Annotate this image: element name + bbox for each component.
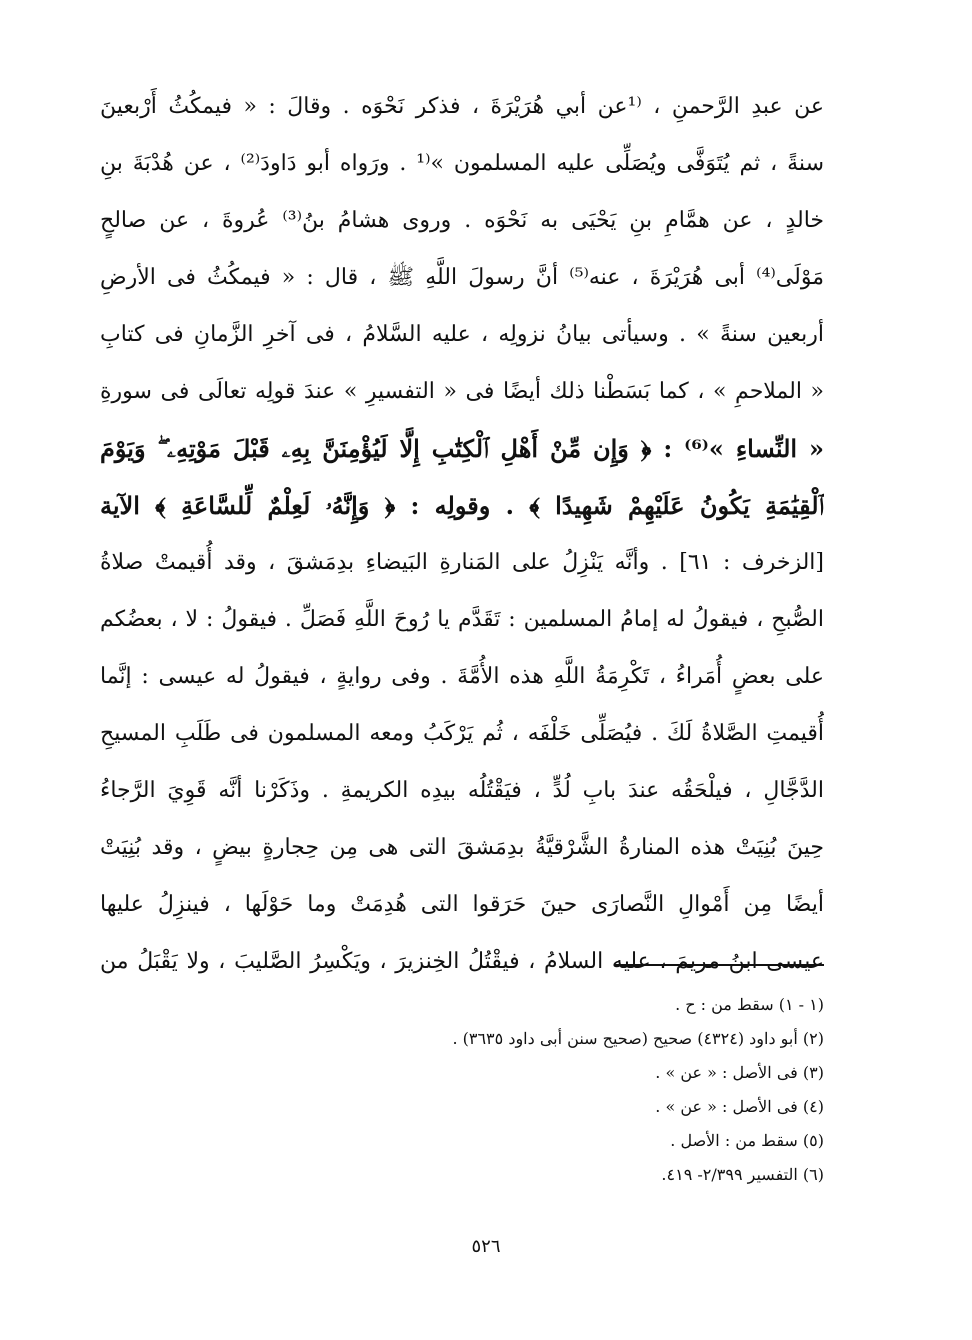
footnote: (١ - ١) سقط من : ح . [675, 995, 824, 1014]
text-line: عن عبدِ الرَّحمنِ ، ⁽¹عن أبي هُرَيْرَةَ ، فذكر نَحْوَه . وقالَ : « فيمكُثُ أَرْبعينَ [100, 94, 824, 119]
text-line: على بعضٍ أُمَراءُ ، تَكْرِمَةُ اللَّهِ هذه الأُمَّةَ . وفى روايةٍ ، فيقولُ له عيسى : إنَّما [100, 664, 824, 689]
footnote: (٥) سقط من : الأصل . [670, 1131, 824, 1150]
text-line-quran: ٱلْقِيَٰمَةِ يَكُونُ عَلَيْهِمْ شَهِيدًا ﴾ . وقولِه : ﴿ وَإِنَّهُۥ لَعِلْمٌ لِّلسَّاعَةِ ﴾ الآية [100, 491, 824, 520]
text-line: سنةً ، ثم يُتَوَفَّى ويُصَلِّى عليه المسلمون »⁽¹ . ورَواه أبو دَاودَ⁽²⁾ ، عن هُدْبَةَ بنِ [100, 151, 824, 176]
text-line: « الملاحمِ » ، كما بَسَطْنا ذلك أيضًا فى « التفسيرِ » عندَ قولِه تعالَى فى سورةِ [100, 379, 824, 404]
text-line: [الزخرف : ٦١] . وأنَّه يَنْزِلُ على المَنارةِ البَيضاءِ بدِمَشقَ ، وقد أُقيمتْ صلاةُ [100, 550, 824, 575]
text-line: الصُّبحِ ، فيقولُ له إمامُ المسلمين : تَقَدَّم يا رُوحَ اللَّهِ فَصَلِّ . فيقولُ : لا ، بعضُكم [100, 607, 824, 632]
footnotes [100, 988, 824, 1192]
text-line-quran: « النِّساءِ »⁽⁶⁾ : ﴿ وَإِن مِّنْ أَهْلِ ٱلْكِتَٰبِ إِلَّا لَيُؤْمِنَنَّ بِهِۦ قَبْلَ مَوْتِهِۦ ۖ وَيَوْمَ [100, 434, 824, 463]
main-text [100, 78, 824, 990]
footnote: (٤) فى الأصل : « عن » . [655, 1097, 824, 1116]
footnote: (٢) أبو داود (٤٣٢٤) صحيح (صحيح سنن أبى داود ٣٦٣٥) . [452, 1029, 824, 1048]
text-line: عيسى ابنُ مريمَ ، عليه السلامُ ، فيقْتُلُ الخِنزيرَ ، ويَكْسِرُ الصَّليبَ ، ولا يَقْبَلُ من [100, 949, 824, 974]
text-line: الدَّجَّالِ ، فيلْحَقُه عندَ بابِ لُدٍّ ، فيَقْتُلُه بيدِه الكريمةِ . وذَكَرْنا أنَّه قَوِيَ الرَّجاءُ [100, 778, 824, 803]
footnote-divider [614, 964, 824, 966]
text-line: أيضًا مِن أَمْوالِ النَّصارَى حينَ حَرَقوا التى هُدِمَتْ وما حَوْلَها ، فينزِلُ عليها [100, 892, 824, 917]
page-number: ٥٢٦ [471, 1236, 501, 1257]
text-line: أربعين سنةً » . وسيأتى بيانُ نزولِه ، عليه السَّلامُ ، فى آخرِ الزَّمانِ فى كتابِ [100, 322, 824, 347]
text-line: مَوْلَى⁽⁴⁾ أبى هُرَيْرَةَ ، عنه⁽⁵⁾ أنَّ رسولَ اللَّهِ ﷺ ، قال : « فيمكُثُ فى الأرضِ [100, 265, 824, 290]
text-line: أُقيمتِ الصَّلاةُ لَكَ . فيُصَلِّى خَلْفَه ، ثُم يَرْكَبُ ومعه المسلمون فى طَلَبِ المسيحِ [100, 721, 824, 746]
footnote: (٦) التفسير ٢/٣٩٩- ٤١٩. [661, 1165, 824, 1184]
text-line: حِينَ بُنِيَتْ هذه المنارةُ الشَّرْقيَّةُ بدِمَشقَ التى هى مِن حِجارةٍ بيضٍ ، وقد بُنِيَتْ [100, 835, 824, 860]
footnote: (٣) فى الأصل : « عن » . [655, 1063, 824, 1082]
text-line: خالدٍ ، عن همَّامِ بنِ يَحْيَى به نَحْوَه . وروى هشامُ بنُ⁽³⁾ عُروةَ ، عن صالحٍ [100, 208, 824, 233]
